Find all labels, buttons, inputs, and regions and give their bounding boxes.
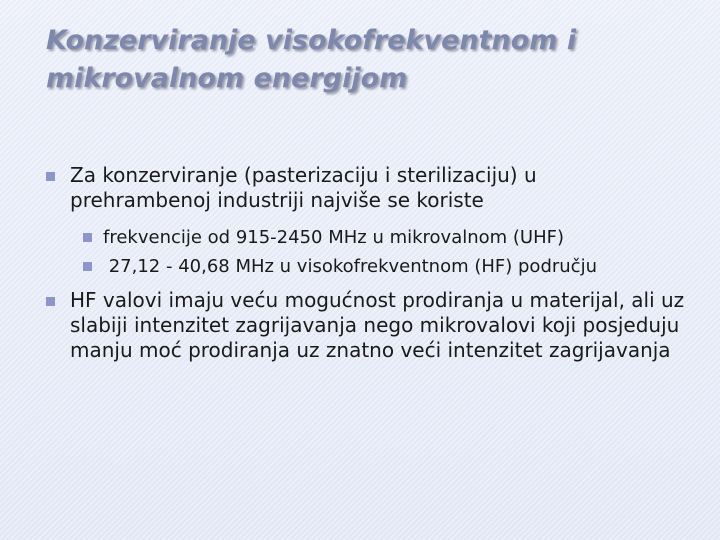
bullet-marker-icon [46, 172, 55, 181]
bullet-item: Za konzerviranje (pasterizaciju i sterilizaciju) u prehrambenoj industriji najviše se koriste [70, 163, 537, 212]
bullet-item: HF valovi imaju veću mogućnost prodiranja u materijal, ali uz slabiji intenzitet zagrijavanja nego mikrovalovi koji posjeduju manju moć prodiranja uz znatno veći intenzitet zagrijavanja [70, 288, 685, 362]
sub-bullet-item: frekvencije od 915-2450 MHz u mikrovalnom (UHF) [103, 227, 565, 248]
sub-bullet-marker-icon [83, 233, 92, 242]
sub-bullet-marker-icon [83, 262, 92, 271]
slide-title: Konzerviranje visokofrekventnom i mikrovalnom energijom [46, 25, 577, 94]
bullet-marker-icon [46, 297, 55, 306]
sub-bullet-item: 27,12 - 40,68 MHz u visokofrekventnom (HF) području [103, 256, 597, 277]
